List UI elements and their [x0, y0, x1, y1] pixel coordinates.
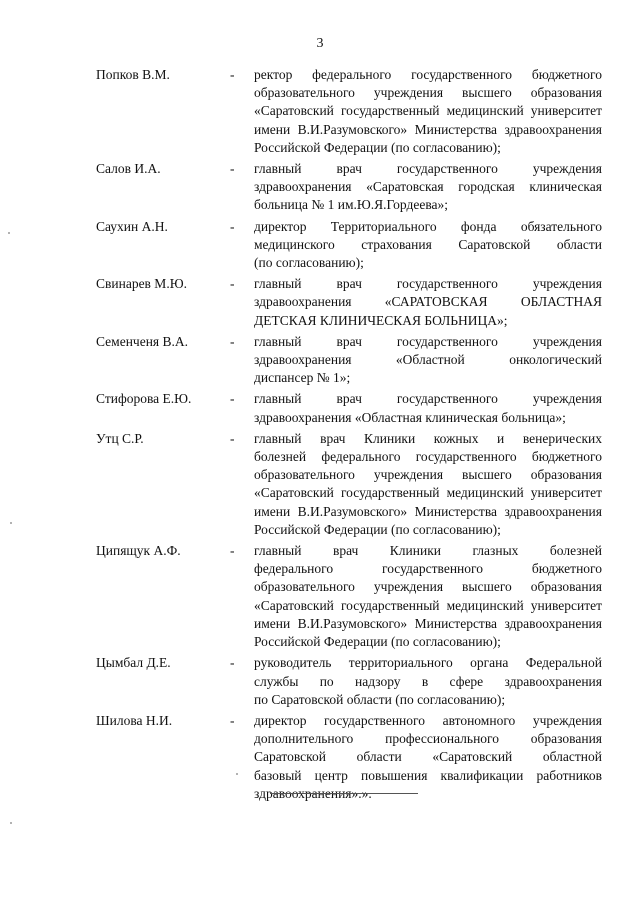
position-line: здравоохранения».». — [254, 785, 372, 801]
list-item — [96, 542, 602, 651]
position-line: имени В.И.Разумовского» Министерства здравоохранения — [254, 615, 602, 631]
dash-separator: - — [230, 543, 235, 559]
position-line: ДЕТСКАЯ КЛИНИЧЕСКАЯ БОЛЬНИЦА»; — [254, 312, 508, 328]
member-position — [254, 654, 602, 709]
position-line: болезней федерального государственного бюджетного — [254, 449, 602, 465]
list-item — [96, 275, 602, 330]
position-line: по Саратовской области (по согласованию); — [254, 691, 506, 707]
list-item — [96, 66, 602, 157]
scan-speck — [10, 822, 12, 824]
member-position — [254, 712, 602, 803]
position-line: (по согласованию); — [254, 255, 364, 271]
scan-speck — [236, 773, 238, 775]
list-item — [96, 430, 602, 539]
position-line: образовательного учреждения высшего образования — [254, 85, 602, 101]
dash-separator: - — [230, 218, 235, 234]
member-position — [254, 333, 602, 388]
position-line: главный врач государственного учреждения — [254, 333, 602, 349]
list-item — [96, 712, 602, 803]
position-line: образовательного учреждения высшего образования — [254, 467, 602, 483]
position-line: директор государственного автономного учреждения — [254, 712, 602, 728]
member-position — [254, 430, 602, 539]
dash-separator: - — [230, 333, 235, 349]
dash-separator: - — [230, 67, 235, 82]
position-line: главный врач государственного учреждения — [254, 161, 602, 177]
position-line: федерального государственного бюджетного — [254, 561, 602, 577]
list-item — [96, 218, 602, 273]
member-position — [254, 66, 602, 157]
position-line: службы по надзору в сфере здравоохранения — [254, 673, 602, 689]
member-name: Стифорова Е.Ю. — [96, 391, 192, 407]
position-line: главный врач государственного учреждения — [254, 276, 602, 292]
position-line: руководитель территориального органа Федеральной — [254, 655, 602, 671]
member-name: Семенченя В.А. — [96, 333, 189, 349]
member-name: Саухин А.Н. — [96, 218, 168, 234]
position-line: Саратовской области «Саратовский областной — [254, 749, 602, 765]
dash-separator: - — [230, 391, 235, 407]
position-line: здравоохранения «Областная клиническая больница»; — [254, 409, 566, 425]
list-item — [96, 654, 602, 709]
member-list — [96, 66, 602, 803]
dash-separator: - — [230, 430, 235, 446]
list-item — [96, 160, 602, 215]
position-line: медицинского страхования Саратовской области — [254, 236, 602, 252]
page-number: 3 — [316, 36, 324, 51]
position-line: имени В.И.Разумовского» Министерства здравоохранения — [254, 121, 602, 137]
closing-rule — [270, 793, 418, 794]
position-line: здравоохранения «Саратовская городская клиническая — [254, 179, 602, 195]
member-name: Ципящук А.Ф. — [96, 543, 181, 559]
member-name: Попков В.М. — [96, 67, 170, 82]
position-line: «Саратовский государственный медицинский университет — [254, 103, 602, 119]
position-line: базовый центр повышения квалификации работников — [254, 767, 602, 783]
dash-separator: - — [230, 276, 235, 292]
member-name: Шилова Н.И. — [96, 712, 173, 728]
position-line: Российской Федерации (по согласованию); — [254, 139, 501, 155]
position-line: главный врач Клиники глазных болезней — [254, 543, 602, 559]
list-item — [96, 333, 602, 388]
position-line: ректор федерального государственного бюджетного — [254, 67, 602, 82]
member-position — [254, 275, 602, 330]
scan-speck — [8, 232, 10, 234]
member-position — [254, 542, 602, 651]
member-position — [254, 218, 602, 273]
dash-separator: - — [230, 161, 235, 177]
position-line: «Саратовский государственный медицинский университет — [254, 485, 602, 501]
dash-separator: - — [230, 712, 235, 728]
position-line: Российской Федерации (по согласованию); — [254, 521, 501, 537]
dash-separator: - — [230, 655, 235, 671]
position-line: дополнительного профессионального образования — [254, 731, 602, 747]
position-line: диспансер № 1»; — [254, 370, 351, 386]
member-position — [254, 160, 602, 215]
position-line: главный врач Клиники кожных и венерических — [254, 430, 602, 446]
position-line: имени В.И.Разумовского» Министерства здравоохранения — [254, 503, 602, 519]
member-name: Цымбал Д.Е. — [96, 655, 171, 671]
position-line: «Саратовский государственный медицинский университет — [254, 597, 602, 613]
list-item — [96, 390, 602, 426]
member-position — [254, 390, 602, 426]
member-name: Утц С.Р. — [96, 430, 144, 446]
position-line: главный врач государственного учреждения — [254, 391, 602, 407]
position-line: здравоохранения «Областной онкологический — [254, 352, 602, 368]
scan-speck — [10, 522, 12, 524]
position-line: образовательного учреждения высшего образования — [254, 579, 602, 595]
position-line: директор Территориального фонда обязательного — [254, 218, 602, 234]
member-name: Салов И.А. — [96, 161, 161, 177]
position-line: здравоохранения «САРАТОВСКАЯ ОБЛАСТНАЯ — [254, 294, 602, 310]
position-line: Российской Федерации (по согласованию); — [254, 634, 501, 650]
member-name: Свинарев М.Ю. — [96, 276, 187, 292]
position-line: больница № 1 им.Ю.Я.Гордеева»; — [254, 197, 449, 213]
